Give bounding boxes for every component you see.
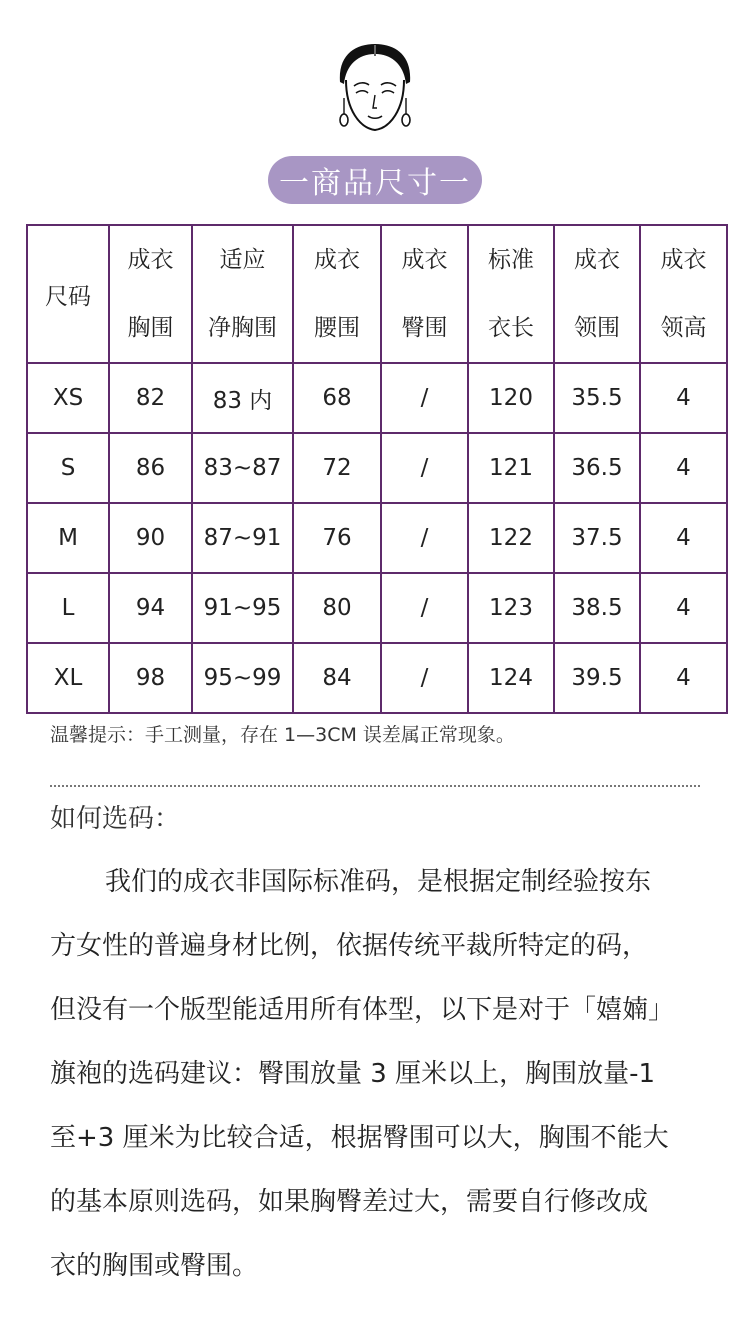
table-cell: L: [27, 573, 109, 643]
table-cell: 124: [468, 643, 554, 713]
table-cell: 91~95: [192, 573, 293, 643]
paragraph-line: 旗袍的选码建议：臀围放量 3 厘米以上，胸围放量-1: [50, 1059, 655, 1089]
how-to-choose-heading: 如何选码：: [50, 804, 181, 834]
table-cell: 72: [293, 433, 381, 503]
table-cell: 95~99: [192, 643, 293, 713]
table-cell: 38.5: [554, 573, 640, 643]
table-header-row: [27, 225, 727, 363]
table-cell: 35.5: [554, 363, 640, 433]
woman-face-logo-icon: [330, 40, 420, 135]
table-row: [27, 573, 727, 643]
dotted-divider: [50, 785, 700, 787]
table-cell: 4: [640, 433, 727, 503]
table-cell: 39.5: [554, 643, 640, 713]
paragraph-line: 的基本原则选码，如果胸臀差过大，需要自行修改成: [50, 1187, 649, 1217]
header-length: 标准 衣长: [468, 225, 554, 363]
table-row: [27, 433, 727, 503]
table-cell: 86: [109, 433, 192, 503]
table-cell: 87~91: [192, 503, 293, 573]
size-chart-table: [26, 224, 728, 714]
table-cell: 4: [640, 573, 727, 643]
header-bust: 成衣 胸围: [109, 225, 192, 363]
table-row: [27, 503, 727, 573]
table-cell: /: [381, 433, 468, 503]
table-cell: 4: [640, 643, 727, 713]
table-cell: 37.5: [554, 503, 640, 573]
section-title-badge: 一商品尺寸一: [268, 156, 482, 204]
paragraph-line: 方女性的普遍身材比例，依据传统平裁所特定的码，: [50, 931, 649, 961]
header-hip: 成衣 臀围: [381, 225, 468, 363]
table-cell: S: [27, 433, 109, 503]
table-cell: 83 内: [192, 363, 293, 433]
size-advice-paragraph: [50, 850, 710, 1298]
paragraph-line: 至+3 厘米为比较合适，根据臀围可以大，胸围不能大: [50, 1123, 669, 1153]
header-collar-height: 成衣 领高: [640, 225, 727, 363]
table-cell: /: [381, 503, 468, 573]
table-cell: 90: [109, 503, 192, 573]
header-collar: 成衣 领围: [554, 225, 640, 363]
table-cell: 94: [109, 573, 192, 643]
table-cell: XS: [27, 363, 109, 433]
paragraph-line: 我们的成衣非国际标准码，是根据定制经验按东: [105, 867, 652, 897]
table-cell: 123: [468, 573, 554, 643]
table-cell: 4: [640, 363, 727, 433]
header-fit-bust: 适应 净胸围: [192, 225, 293, 363]
table-cell: M: [27, 503, 109, 573]
table-cell: 122: [468, 503, 554, 573]
table-cell: 83~87: [192, 433, 293, 503]
table-cell: 120: [468, 363, 554, 433]
paragraph-line: 衣的胸围或臀围。: [50, 1251, 259, 1281]
table-cell: 84: [293, 643, 381, 713]
table-cell: 68: [293, 363, 381, 433]
header-waist: 成衣 腰围: [293, 225, 381, 363]
table-cell: 4: [640, 503, 727, 573]
table-row: [27, 363, 727, 433]
table-cell: 82: [109, 363, 192, 433]
table-cell: 98: [109, 643, 192, 713]
table-cell: 80: [293, 573, 381, 643]
table-cell: 36.5: [554, 433, 640, 503]
table-cell: 121: [468, 433, 554, 503]
table-row: [27, 643, 727, 713]
measurement-note: 温馨提示：手工测量，存在 1—3CM 误差属正常现象。: [50, 724, 515, 746]
table-cell: /: [381, 573, 468, 643]
header-size: 尺码: [27, 225, 109, 363]
table-cell: 76: [293, 503, 381, 573]
paragraph-line: 但没有一个版型能适用所有体型，以下是对于「嬉婻」: [50, 995, 675, 1025]
table-cell: /: [381, 643, 468, 713]
table-cell: XL: [27, 643, 109, 713]
table-cell: /: [381, 363, 468, 433]
